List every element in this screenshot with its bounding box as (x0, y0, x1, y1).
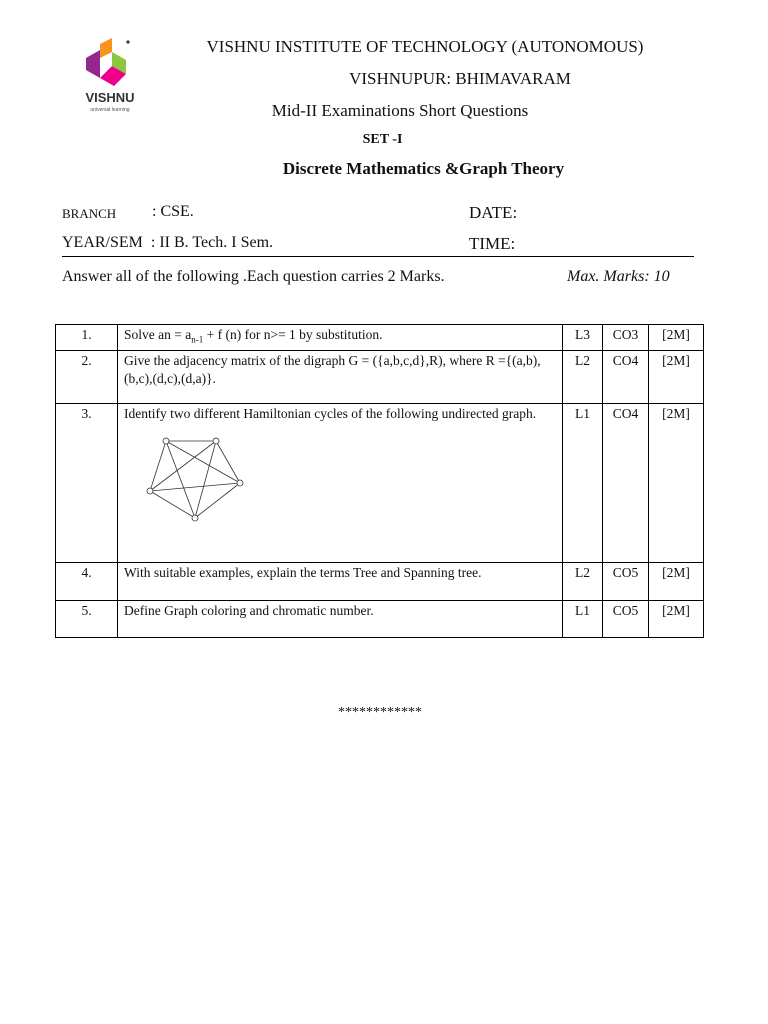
question-marks: [2M] (649, 600, 704, 637)
graph-edge (216, 441, 240, 483)
question-marks: [2M] (649, 562, 704, 600)
institute-place: VISHNUPUR: BHIMAVARAM (349, 69, 571, 88)
question-number: 3. (56, 403, 118, 562)
graph-edge (166, 441, 240, 483)
question-number: 5. (56, 600, 118, 637)
table-row (56, 403, 704, 562)
question-text (118, 325, 563, 351)
question-number: 2. (56, 350, 118, 403)
question-number: 1. (56, 325, 118, 351)
questions-table (55, 324, 704, 638)
question-text-part: + f (n) for n>= 1 by substitution. (203, 327, 383, 342)
branch-value: : CSE. (152, 203, 194, 220)
question-level: L1 (563, 403, 603, 562)
header-divider (62, 256, 694, 257)
question-co: CO4 (603, 350, 649, 403)
instructions: Answer all of the following .Each question carries 2 Marks. (62, 268, 445, 285)
logo-purple-facet (86, 50, 100, 78)
subscript: n-1 (191, 334, 204, 345)
graph-edge (150, 441, 166, 491)
max-marks: Max. Marks: 10 (567, 268, 670, 285)
question-text-line: Identify two different Hamiltonian cycles of the following undirected graph. (124, 405, 537, 421)
question-co: CO5 (603, 600, 649, 637)
question-level: L3 (563, 325, 603, 351)
question-co: CO4 (603, 403, 649, 562)
graph-vertex (192, 515, 198, 521)
graph-edge (150, 483, 240, 491)
time-label: TIME: (469, 234, 516, 253)
question-marks: [2M] (649, 403, 704, 562)
graph-edge (166, 441, 195, 518)
question-co: CO3 (603, 325, 649, 351)
question-text: Give the adjacency matrix of the digraph G = ({a,b,c,d},R), where R ={(a,b),(b,c),(d,c),(d,a)}. (118, 350, 563, 403)
graph-edges (150, 441, 240, 518)
question-text: With suitable examples, explain the terms Tree and Spanning tree. (118, 562, 563, 600)
question-text: Define Graph coloring and chromatic number. (118, 600, 563, 637)
question-number: 4. (56, 562, 118, 600)
graph-edge (150, 441, 216, 491)
table-row (56, 325, 704, 351)
question-level: L1 (563, 600, 603, 637)
graph-vertex (213, 438, 219, 444)
table-row (56, 562, 704, 600)
graph-vertices (147, 438, 243, 521)
branch-label: BRANCH (62, 206, 117, 221)
date-label: DATE: (469, 203, 518, 222)
question-marks: [2M] (649, 325, 704, 351)
table-row (56, 350, 704, 403)
question-co: CO5 (603, 562, 649, 600)
question-text-part: Solve an = a (124, 327, 192, 342)
end-marker: ************ (338, 705, 422, 720)
question-text (118, 403, 563, 562)
graph-edge (195, 441, 216, 518)
logo-wordmark: VISHNU (85, 90, 135, 105)
question-level: L2 (563, 350, 603, 403)
table-row (56, 600, 704, 637)
set-label: SET -I (362, 132, 403, 147)
exam-title: Mid-II Examinations Short Questions (271, 101, 529, 120)
subject-title: Discrete Mathematics &Graph Theory (282, 159, 565, 178)
hamiltonian-graph-figure (138, 433, 258, 523)
institute-name: VISHNU INSTITUTE OF TECHNOLOGY (AUTONOMOUS) (206, 37, 644, 56)
graph-edge (195, 483, 240, 518)
question-level: L2 (563, 562, 603, 600)
logo-tagline: universal learning (90, 107, 130, 113)
graph-vertex (237, 480, 243, 486)
graph-vertex (163, 438, 169, 444)
graph-edge (150, 491, 195, 518)
question-marks: [2M] (649, 350, 704, 403)
year-sem: YEAR/SEM : II B. Tech. I Sem. (62, 234, 274, 251)
graph-vertex (147, 488, 153, 494)
logo-orange-facet (100, 38, 112, 58)
